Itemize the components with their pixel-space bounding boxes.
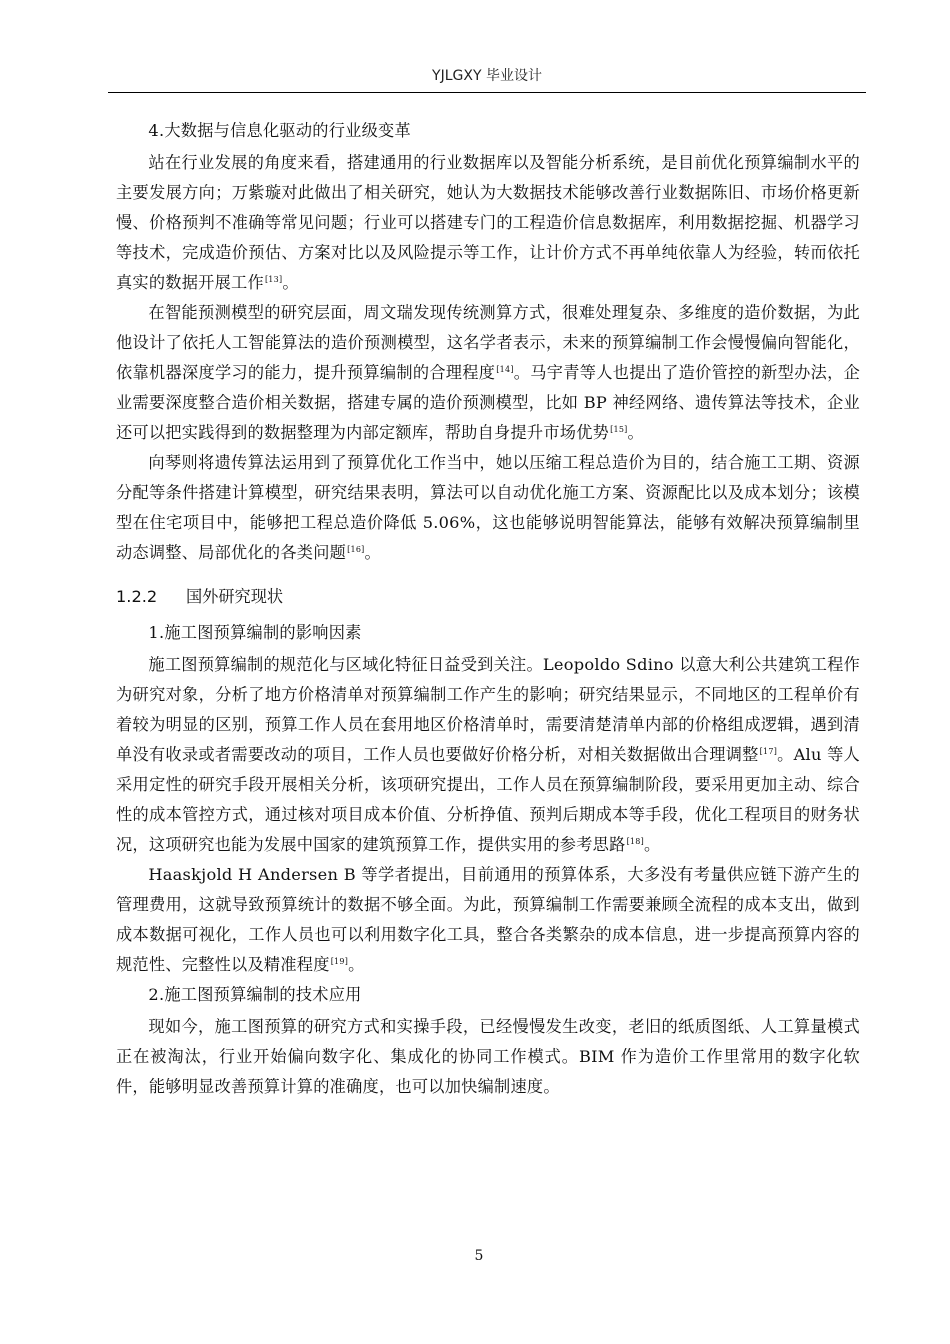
- citation-15[interactable]: [15]: [610, 424, 628, 434]
- citation-14[interactable]: [14]: [496, 364, 514, 374]
- paragraph-supply-chain: Haaskjold H Andersen B 等学者提出，目前通用的预算体系，大多没有考量供应链下游产生的管理费用，这就导致预算统计的数据不够全面。为此，预算编制工作需要兼顾全流程的成本支出，做到成本数据可视化，工作人员也可以利用数字化工具，整合各类繁杂的成本信息，进一步提高预算内容的规范性、完整性以及精准程度[19]。: [116, 865, 860, 974]
- page-number: 5: [474, 1248, 484, 1264]
- header-title: YJLGXY 毕业设计: [432, 68, 542, 84]
- subheading-big-data: 4.大数据与信息化驱动的行业级变革: [148, 121, 411, 140]
- section-title: 国外研究现状: [186, 587, 284, 606]
- citation-19[interactable]: [19]: [330, 956, 349, 966]
- paragraph-regional-pricing: 施工图预算编制的规范化与区域化特征日益受到关注。Leopoldo Sdino 以意大利公共建筑工程作为研究对象，分析了地方价格清单对预算编制工作产生的影响；研究结果显示，不同地区的工程单价有着较为明显的区别，预算工作人员在套用地区价格清单时，需要清楚清单内部的价格组成逻辑，遇到清单没有收录或者需要改动的项目，工作人员也要做好价格分析，对相关数据做出合理调整[17]。Alu 等人采用定性的研究手段开展相关分析，该项研究提出，工作人员在预算编制阶段，要采用更加主动、综合性的成本管控方式，通过核对项目成本价值、分析挣值、预判后期成本等手段，优化工程项目的财务状况，这项研究也能为发展中国家的建筑预算工作，提供实用的参考思路[18]。: [116, 655, 861, 854]
- citation-16[interactable]: [16]: [347, 544, 365, 554]
- document-body: [116, 116, 860, 1102]
- page-header: [108, 66, 866, 93]
- citation-17[interactable]: [17]: [759, 746, 778, 756]
- paragraph-smart-prediction: 在智能预测模型的研究层面，周文瑞发现传统测算方式，很难处理复杂、多维度的造价数据，为此他设计了依托人工智能算法的造价预测模型，这名学者表示，未来的预算编制工作会慢慢偏向智能化，依靠机器深度学习的能力，提升预算编制的合理程度[14]。马宇青等人也提出了造价管控的新型办法，企业需要深度整合造价相关数据，搭建专属的造价预测模型，比如 BP 神经网络、遗传算法等技术，企业还可以把实践得到的数据整理为内部定额库，帮助自身提升市场优势[15]。: [116, 303, 861, 442]
- section-number: 1.2.2: [116, 587, 158, 606]
- paragraph-genetic-algorithm: 向琴则将遗传算法运用到了预算优化工作当中，她以压缩工程总造价为目的，结合施工工期、资源分配等条件搭建计算模型，研究结果表明，算法可以自动优化施工方案、资源配比以及成本划分；该模型在住宅项目中，能够把工程总造价降低 5.06%，这也能够说明智能算法，能够有效解决预算编制里动态调整、局部优化的各类问题[16]。: [116, 453, 860, 562]
- subheading-technology-application: 2.施工图预算编制的技术应用: [148, 985, 362, 1004]
- citation-18[interactable]: [18]: [626, 836, 644, 846]
- subheading-influencing-factors: 1.施工图预算编制的影响因素: [148, 623, 362, 642]
- section-heading-foreign-research: [116, 582, 860, 612]
- citation-13[interactable]: [13]: [264, 274, 283, 284]
- paragraph-bim: 现如今，施工图预算的研究方式和实操手段，已经慢慢发生改变，老旧的纸质图纸、人工算量模式正在被淘汰，行业开始偏向数字化、集成化的协同工作模式。BIM 作为造价工作里常用的数字化软件，能够明显改善预算计算的准确度，也可以加快编制速度。: [116, 1017, 860, 1096]
- paragraph-industry-database: 站在行业发展的角度来看，搭建通用的行业数据库以及智能分析系统，是目前优化预算编制水平的主要发展方向；万紫璇对此做出了相关研究，她认为大数据技术能够改善行业数据陈旧、市场价格更新慢、价格预判不准确等常见问题；行业可以搭建专门的工程造价信息数据库，利用数据挖掘、机器学习等技术，完成造价预估、方案对比以及风险提示等工作，让计价方式不再单纯依靠人为经验，转而依托真实的数据开展工作[13]。: [116, 153, 860, 292]
